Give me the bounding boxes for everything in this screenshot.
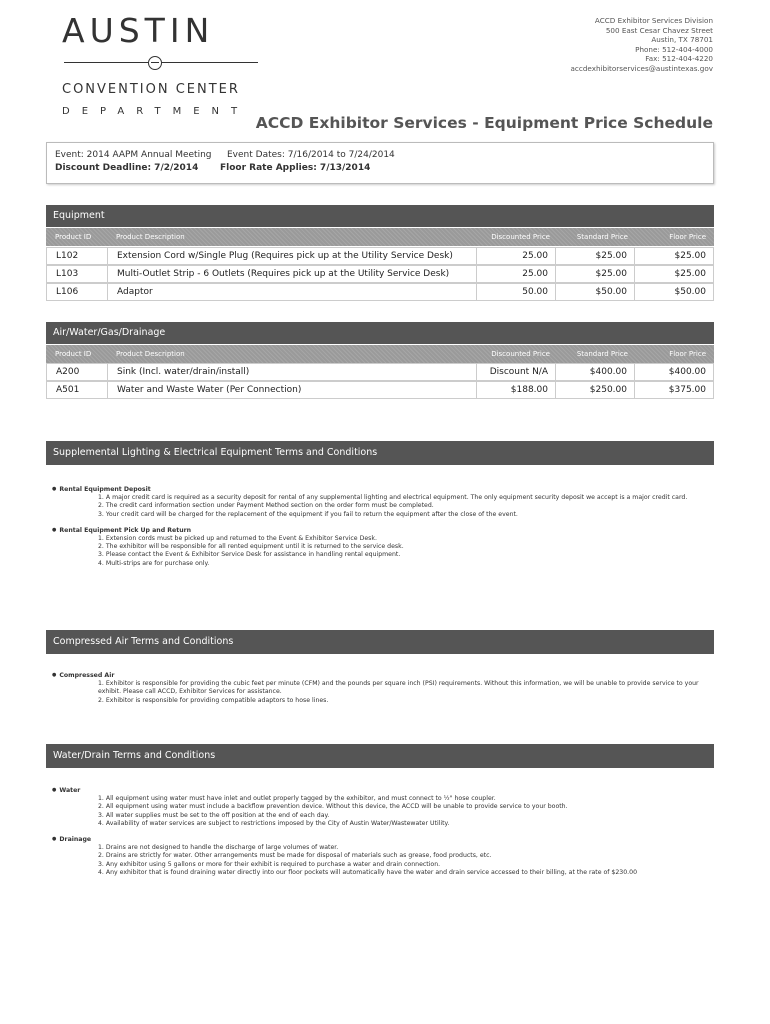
contact-line: ACCD Exhibitor Services Division <box>594 16 713 25</box>
terms-group <box>52 787 712 828</box>
austin-convention-center-logo <box>62 11 262 117</box>
terms-item: 1. Extension cords must be picked up and returned to the Event & Exhibitor Service Desk. <box>98 535 377 543</box>
terms-item: 4. Availability of water services are subject to restrictions imposed by the City of Austin Water/Wastewater Utility. <box>98 819 450 827</box>
standard-price: $50.00 <box>555 283 635 301</box>
terms-item: 1. A major credit card is required as a security deposit for rental of any supplemental lighting and electrical equipment. The only equipment security deposit we accept is a major credit card. <box>98 494 688 502</box>
terms-item: 4. Any exhibitor that is found draining water directly into our floor pockets will automatically have the water and drain service accessed to their billing, at the rate of $230.00 <box>98 868 638 876</box>
floor-price: $50.00 <box>634 283 714 301</box>
col-product-id: Product ID <box>55 233 92 241</box>
terms-group-title: ● Rental Equipment Deposit <box>52 486 712 494</box>
contact-block <box>513 16 713 74</box>
event-row-2 <box>55 162 705 175</box>
col-product-description: Product Description <box>116 233 185 241</box>
event-dates: Event Dates: 7/16/2014 to 7/24/2014 <box>227 150 395 160</box>
logo-department: DEPARTMENT <box>62 106 250 117</box>
col-product-id: Product ID <box>55 350 92 358</box>
terms-item: 2. Drains are strictly for water. Other arrangements must be made for disposal of materials such as grease, food products, etc. <box>98 852 492 860</box>
terms-group <box>52 486 712 519</box>
product-description: Sink (Incl. water/drain/install) <box>107 363 477 381</box>
product-description: Multi-Outlet Strip - 6 Outlets (Requires pick up at the Utility Service Desk) <box>107 265 477 283</box>
product-id: A200 <box>46 363 108 381</box>
product-id: A501 <box>46 381 108 399</box>
floor-price: $25.00 <box>634 247 714 265</box>
terms-item: 3. All water supplies must be set to the off position at the end of each day. <box>98 811 330 819</box>
terms-group <box>52 527 712 568</box>
terms-item: 1. Drains are not designed to handle the discharge of large volumes of water. <box>98 844 339 852</box>
col-product-description: Product Description <box>116 350 185 358</box>
discount-deadline: Discount Deadline: 7/2/2014 <box>55 163 199 173</box>
contact-line: Phone: 512-404-4000 <box>635 44 713 54</box>
terms-group <box>52 836 712 877</box>
contact-line: Fax: 512-404-4220 <box>645 54 713 64</box>
water-section-header: Air/Water/Gas/Drainage <box>46 322 714 344</box>
water-drain-terms-header: Water/Drain Terms and Conditions <box>46 744 714 768</box>
contact-email[interactable]: accdexhibitorservices@austintexas.gov <box>570 63 713 73</box>
discounted-price: 25.00 <box>476 265 556 283</box>
col-standard-price: Standard Price <box>576 350 628 358</box>
terms-group-title: ● Water <box>52 787 712 795</box>
col-standard-price: Standard Price <box>576 233 628 241</box>
table-row <box>46 381 714 399</box>
logo-circle-icon <box>148 56 162 70</box>
standard-price: $250.00 <box>555 381 635 399</box>
table-row <box>46 247 714 265</box>
standard-price: $25.00 <box>555 247 635 265</box>
terms-group <box>52 672 712 705</box>
event-info-box <box>46 142 714 184</box>
event-name: Event: 2014 AAPM Annual Meeting <box>55 150 212 160</box>
terms-item: 1. Exhibitor is responsible for providing the cubic feet per minute (CFM) and the pounds per square inch (PSI) requirements. Without this information, we will be unable to provide service to your exhibit. Please call ACCD, Exhibitor Services for assistance. <box>98 680 699 696</box>
contact-line: 500 East Cesar Chavez Street <box>605 25 713 35</box>
table-row <box>46 265 714 283</box>
lighting-terms-header: Supplemental Lighting & Electrical Equipment Terms and Conditions <box>46 441 714 465</box>
compressed-air-terms-header: Compressed Air Terms and Conditions <box>46 630 714 654</box>
floor-price: $400.00 <box>634 363 714 381</box>
table-row <box>46 283 714 301</box>
terms-item: 1. All equipment using water must have inlet and outlet properly tagged by the exhibitor, and must connect to ½" hose coupler. <box>98 795 496 803</box>
product-description: Adaptor <box>107 283 477 301</box>
table-row <box>46 363 714 381</box>
contact-line: Austin, TX 78701 <box>651 35 713 45</box>
equipment-column-header <box>46 228 714 246</box>
page-title: ACCD Exhibitor Services - Equipment Price Schedule <box>255 114 713 132</box>
terms-item: 4. Multi-strips are for purchase only. <box>98 559 210 567</box>
terms-group-title: ● Rental Equipment Pick Up and Return <box>52 527 712 535</box>
col-discounted-price: Discounted Price <box>491 350 550 358</box>
terms-item: 3. Please contact the Event & Exhibitor Service Desk for assistance in handling rental equipment. <box>98 551 401 559</box>
product-description: Water and Waste Water (Per Connection) <box>107 381 477 399</box>
terms-group-title: ● Drainage <box>52 836 712 844</box>
discounted-price: 25.00 <box>476 247 556 265</box>
logo-subtitle: CONVENTION CENTER <box>62 82 240 97</box>
product-id: L102 <box>46 247 108 265</box>
discounted-price: 50.00 <box>476 283 556 301</box>
discounted-price: $188.00 <box>476 381 556 399</box>
col-floor-price: Floor Price <box>669 350 706 358</box>
floor-rate-date: Floor Rate Applies: 7/13/2014 <box>220 163 371 173</box>
product-description: Extension Cord w/Single Plug (Requires pick up at the Utility Service Desk) <box>107 247 521 265</box>
floor-price: $25.00 <box>634 265 714 283</box>
water-drain-terms <box>52 787 712 885</box>
col-floor-price: Floor Price <box>669 233 706 241</box>
terms-item: 2. Exhibitor is responsible for providing compatible adaptors to hose lines. <box>98 696 329 704</box>
equipment-section-header: Equipment <box>46 205 714 227</box>
terms-item: 2. The credit card information section under Payment Method section on the order form must be completed. <box>98 502 434 510</box>
terms-item: 2. The exhibitor will be responsible for all rented equipment until it is returned to the service desk. <box>98 543 404 551</box>
terms-group-title: ● Compressed Air <box>52 672 712 680</box>
terms-item: 3. Your credit card will be charged for the replacement of the equipment if you fail to return the equipment after the close of the event. <box>98 510 518 518</box>
terms-item: 3. Any exhibitor using 5 gallons or more for their exhibit is required to purchase a water and drain connection. <box>98 860 441 868</box>
standard-price: $25.00 <box>555 265 635 283</box>
lighting-terms <box>52 486 712 576</box>
product-id: L106 <box>46 283 108 301</box>
logo-wordmark: AUSTIN <box>62 11 215 50</box>
col-discounted-price: Discounted Price <box>491 233 550 241</box>
event-row-1 <box>55 149 705 162</box>
compressed-air-terms <box>52 672 712 713</box>
discounted-price: Discount N/A <box>476 363 556 381</box>
terms-item: 2. All equipment using water must include a backflow prevention device. Without this device, the ACCD will be unable to provide service to your booth. <box>98 803 568 811</box>
floor-price: $375.00 <box>634 381 714 399</box>
product-id: L103 <box>46 265 108 283</box>
water-column-header <box>46 345 714 363</box>
standard-price: $400.00 <box>555 363 635 381</box>
